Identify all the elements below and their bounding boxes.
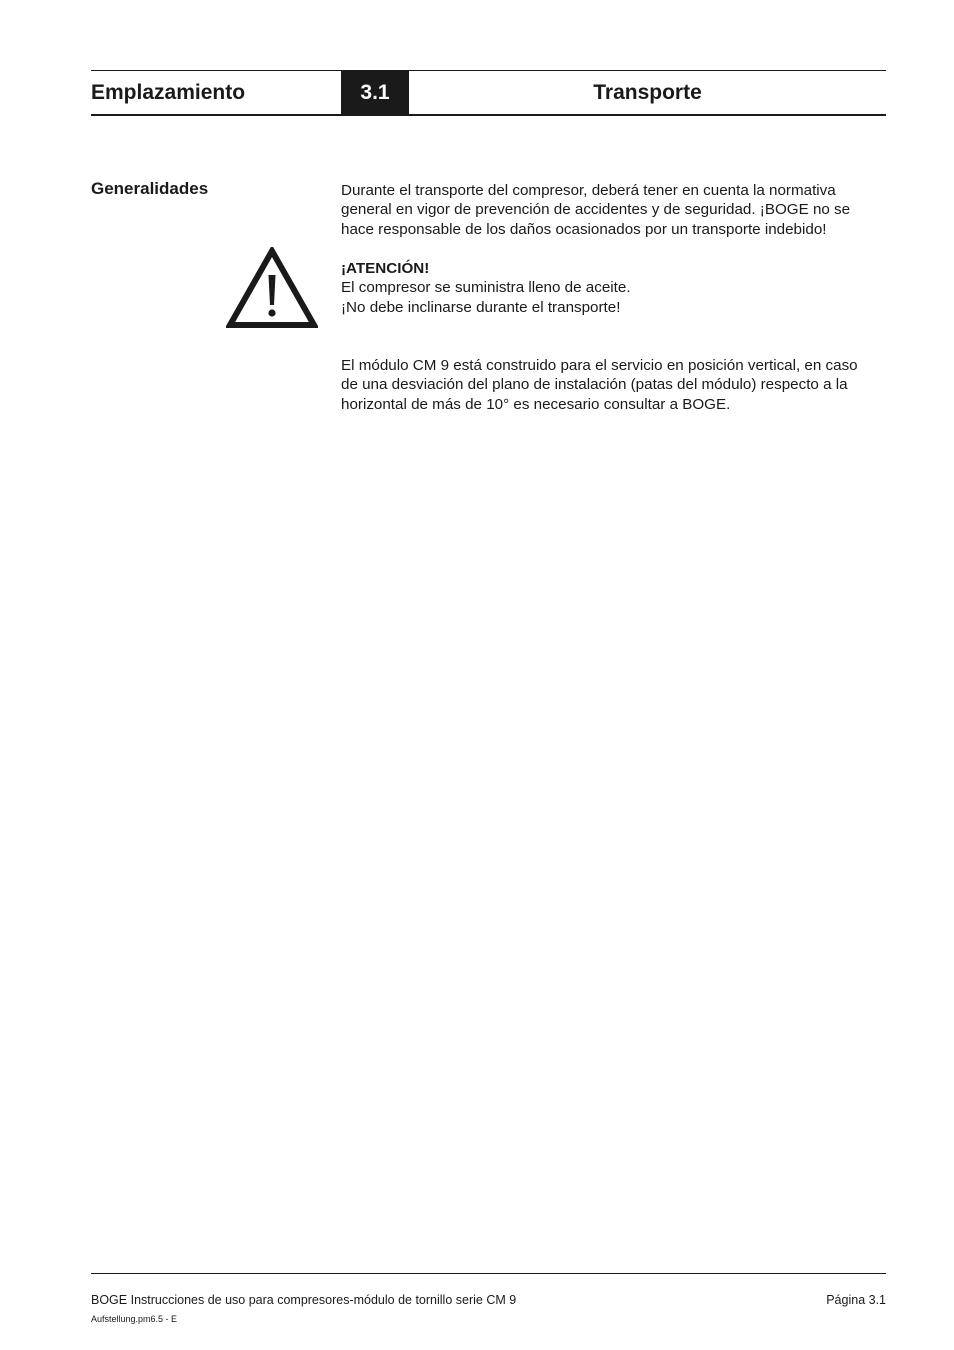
module-line: de una desviación del plano de instalación (patas del módulo) respecto a la: [341, 376, 848, 394]
section-number: 3.1: [341, 70, 409, 115]
footer-file-name: Aufstellung.pm6.5 - E: [91, 1314, 178, 1324]
page-header: [91, 70, 886, 116]
intro-line: Durante el transporte del compresor, deberá tener en cuenta la normativa: [341, 182, 836, 199]
chapter-title: Emplazamiento: [91, 81, 246, 104]
module-line: El módulo CM 9 está construido para el servicio en posición vertical, en caso: [341, 357, 858, 374]
intro-paragraph: [341, 181, 889, 239]
intro-line: general en vigor de prevención de accidentes y de seguridad. ¡BOGE no se: [341, 201, 851, 219]
footer-description: BOGE Instrucciones de uso para compresores-módulo de tornillo serie CM 9: [91, 1293, 517, 1307]
footer-divider: [91, 1273, 886, 1274]
module-paragraph: [341, 356, 889, 414]
attention-line: ¡No debe inclinarse durante el transporte!: [341, 298, 621, 316]
side-heading: Generalidades: [91, 179, 209, 198]
module-line: horizontal de más de 10° es necesario consultar a BOGE.: [341, 395, 731, 413]
section-title: Transporte: [593, 81, 702, 104]
attention-block: [341, 259, 889, 317]
warning-triangle-icon: [226, 247, 318, 329]
page-number: Página 3.1: [826, 1293, 886, 1307]
intro-line: hace responsable de los daños ocasionados por un transporte indebido!: [341, 220, 827, 238]
attention-line: El compresor se suministra lleno de aceite.: [341, 279, 631, 297]
attention-title: ¡ATENCIÓN!: [341, 260, 430, 277]
